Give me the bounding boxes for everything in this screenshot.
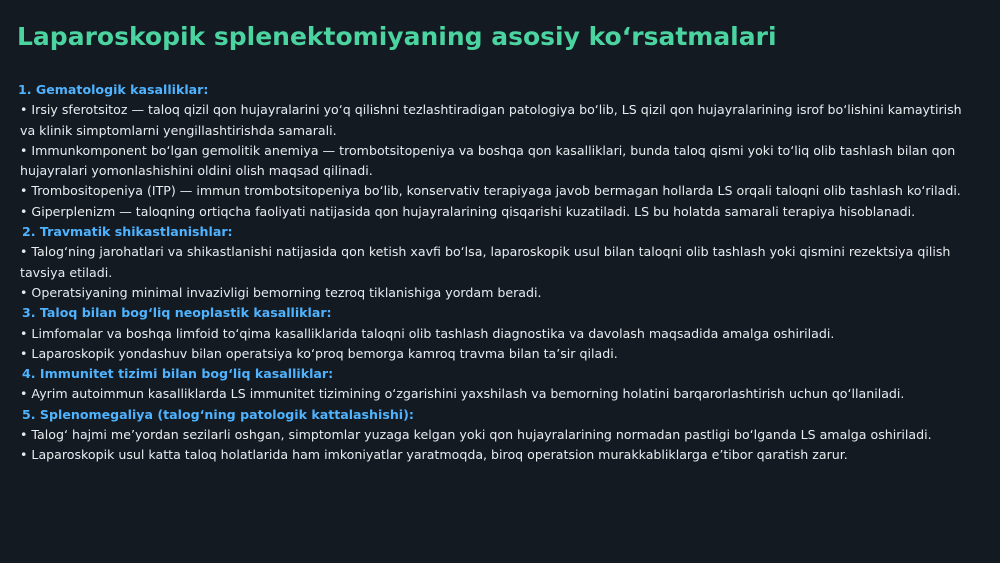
bullet-item: • Irsiy sferotsitoz — taloq qizil qon hujayralarini yo‘q qilishni tezlashtiradigan patologiya bo‘lib, LS qizil qon hujayralarining isrof bo‘lishini kamaytirish va klinik simptomlarni yengillashtirishda samarali. <box>20 102 962 138</box>
section-traumatic <box>18 222 978 303</box>
bullet-item: • Laparoskopik yondashuv bilan operatsiya ko‘proq bemorga kamroq travma bilan ta’sir qiladi. <box>20 345 618 361</box>
slide-title: Laparoskopik splenektomiyaning asosiy ko‘rsatmalari <box>17 22 777 51</box>
bullet-item: • Ayrim autoimmun kasalliklarda LS immunitet tizimining o‘zgarishini yaxshilash va bemorning holatini barqarorlashtirish uchun qo‘llaniladi. <box>20 386 905 402</box>
bullet-item: • Giperplenizm — taloqning ortiqcha faoliyati natijasida qon hujayralarining qisqarishi kuzatiladi. LS bu holatda samarali terapiya hisoblanadi. <box>20 203 916 219</box>
section-heading: 2. Travmatik shikastlanishlar: <box>22 224 233 240</box>
section-heading: 5. Splenomegaliya (talog‘ning patologik kattalashishi): <box>22 406 414 422</box>
section-hematologic <box>18 80 978 222</box>
bullet-item: • Operatsiyaning minimal invazivligi bemorning tezroq tiklanishiga yordam beradi. <box>20 284 542 300</box>
section-immune <box>18 364 978 405</box>
bullet-item: • Talog‘ hajmi me’yordan sezilarli oshgan, simptomlar yuzaga kelgan yoki qon hujayralarining normadan pastligi bo‘lganda LS amalga oshiriladi. <box>20 427 932 443</box>
section-splenomegaly <box>18 405 978 466</box>
section-heading: 1. Gematologik kasalliklar: <box>18 82 209 97</box>
bullet-item: • Limfomalar va boshqa limfoid to‘qima kasalliklarida taloqni olib tashlash diagnostika va davolash maqsadida amalga oshiriladi. <box>20 325 835 341</box>
section-heading: 3. Taloq bilan bog‘liq neoplastik kasalliklar: <box>22 305 332 321</box>
section-heading: 4. Immunitet tizimi bilan bog‘liq kasalliklar: <box>22 366 334 382</box>
section-neoplastic <box>18 303 978 364</box>
bullet-item: • Laparoskopik usul katta taloq holatlarida ham imkoniyatlar yaratmoqda, biroq operatsion murakkabliklarga e’tibor qaratish zarur. <box>20 447 848 463</box>
slide-content <box>18 80 978 466</box>
bullet-item: • Trombositopeniya (ITP) — immun trombotsitopeniya bo‘lib, konservativ terapiyaga javob bermagan hollarda LS orqali taloqni olib tashlash ko‘riladi. <box>20 183 961 199</box>
bullet-item: • Talog‘ning jarohatlari va shikastlanishi natijasida qon ketish xavfi bo‘lsa, laparoskopik usul bilan taloqni olib tashlash yoki qismini rezektsiya qilish tavsiya etiladi. <box>20 244 951 280</box>
bullet-item: • Immunkomponent bo‘lgan gemolitik anemiya — trombotsitopeniya va boshqa qon kasalliklari, bunda taloq qismi yoki to‘liq olib tashlash bilan qon hujayralari yomonlashishini oldini olish maqsad qilinadi. <box>20 142 956 179</box>
